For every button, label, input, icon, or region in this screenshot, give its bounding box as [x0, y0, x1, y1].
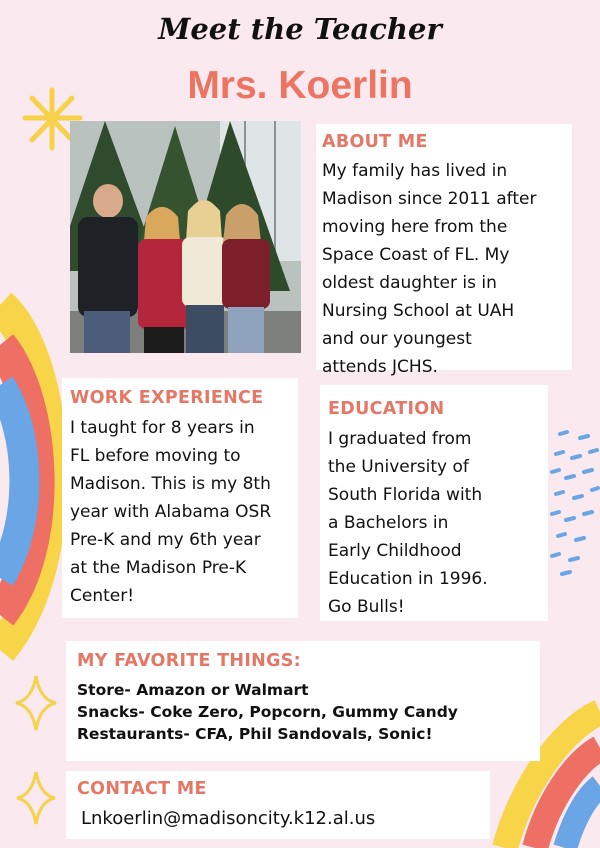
list-item: Store- Amazon or Walmart	[77, 681, 309, 699]
education-line: the University of	[328, 457, 469, 477]
work-experience-card	[62, 378, 298, 618]
left-rainbow	[0, 305, 51, 650]
work-line: FL before moving to	[70, 446, 241, 466]
list-item: Snacks- Coke Zero, Popcorn, Gummy Candy	[77, 703, 458, 721]
work-line: I taught for 8 years in	[70, 418, 255, 438]
work-experience-text	[70, 414, 296, 610]
education-line: a Bachelors in	[328, 513, 449, 533]
teacher-name: Mrs. Koerlin	[187, 64, 413, 107]
about-line: Space Coast of FL. My	[322, 245, 510, 265]
education-heading: EDUCATION	[328, 399, 445, 419]
favorite-things-heading: MY FAVORITE THINGS:	[77, 651, 301, 671]
education-line: Education in 1996.	[328, 569, 488, 589]
sparkle-icon	[16, 676, 56, 730]
education-line: Early Childhood	[328, 541, 462, 561]
about-me-card	[316, 124, 572, 377]
work-experience-heading: WORK EXPERIENCE	[70, 388, 264, 408]
about-line: and our youngest	[322, 329, 472, 349]
education-line: Go Bulls!	[328, 597, 405, 617]
sparkle-icon	[17, 772, 55, 824]
work-line: Center!	[70, 586, 135, 606]
list-item: Restaurants- CFA, Phil Sandovals, Sonic!	[77, 725, 433, 743]
about-line: Nursing School at UAH	[322, 301, 515, 321]
contact-card	[66, 771, 490, 839]
about-line: moving here from the	[322, 217, 508, 237]
work-line: Pre-K and my 6th year	[70, 530, 261, 550]
favorite-things-card	[66, 641, 540, 761]
about-me-text	[322, 157, 570, 381]
favorite-things-list	[77, 679, 458, 745]
work-line: year with Alabama OSR	[70, 502, 272, 522]
education-line: South Florida with	[328, 485, 483, 505]
about-line: Madison since 2011 after	[322, 189, 537, 209]
education-card	[320, 385, 548, 621]
blue-dash-pattern	[552, 432, 598, 574]
about-line: attends JCHS.	[322, 357, 438, 377]
work-line: Madison. This is my 8th	[70, 474, 271, 494]
about-me-heading: ABOUT ME	[322, 132, 428, 152]
contact-heading: CONTACT ME	[77, 779, 207, 799]
page-title: Meet the Teacher	[158, 12, 442, 46]
family-photo	[70, 121, 301, 353]
about-line: oldest daughter is in	[322, 273, 497, 293]
education-line: I graduated from	[328, 429, 472, 449]
contact-email[interactable]: Lnkoerlin@madisoncity.k12.al.us	[81, 808, 376, 829]
about-line: My family has lived in	[322, 161, 508, 181]
work-line: at the Madison Pre-K	[70, 558, 247, 578]
education-text	[328, 425, 546, 621]
